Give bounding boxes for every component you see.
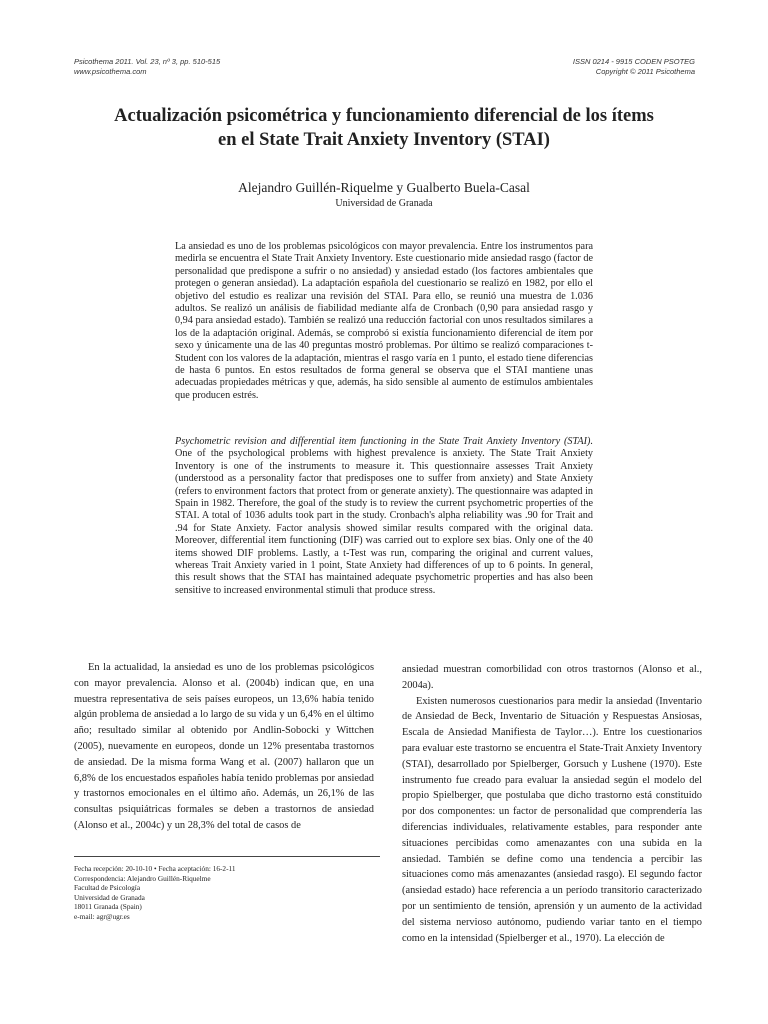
body-column-right bbox=[402, 662, 702, 946]
footnote-dates: Fecha recepción: 20-10-10 • Fecha aceptación: 16-2-11 bbox=[74, 864, 236, 873]
article-title-line1: Actualización psicométrica y funcionamiento diferencial de los ítems bbox=[114, 106, 654, 126]
footnote-divider bbox=[74, 856, 380, 857]
journal-header-right bbox=[573, 57, 695, 76]
correspondence-footnote bbox=[74, 864, 380, 922]
body-column-left bbox=[74, 660, 374, 834]
body-paragraph-continued: ansiedad muestran comorbilidad con otros trastornos (Alonso et al., 2004a). bbox=[402, 664, 702, 691]
article-title-line2: en el State Trait Anxiety Inventory (STAI) bbox=[218, 130, 550, 150]
body-paragraph: En la actualidad, la ansiedad es uno de los problemas psicológicos con mayor prevalencia. Alonso et al. (2004b) indican que, en una muestra representativa de seis países europeos, un 13,6% había tenido algún problema de ansiedad a lo largo de su vida y un 6,4% en el último año; resultado similar al obtenido por Andlin-Sobocki y Wittchen (2005), nuevamente en europeos, donde un 12% presentaba trastornos de ansiedad. De la misma forma Wang et al. (2007) hallaron que un 6,8% de los encuestados españoles había tenido problemas por ansiedad y trastornos emocionales en el último año. Además, un 26,1% de las consultas psiquiátricas formales se deben a trastornos de ansiedad (Alonso et al., 2004c) y un 28,3% del total de casos de bbox=[74, 662, 374, 831]
footnote-faculty: Facultad de Psicología bbox=[74, 883, 141, 893]
abstract-english-body: One of the psychological problems with highest prevalence is anxiety. The State Trait Anxiety Inventory is one of the instruments to measure it. This questionnaire assesses Trait Anxiety (understood as a personality factor that predisposes one to suffer from anxiety) and State Anxiety (refers to environment factors that protect from or generate anxiety). The questionnaire was adapted in Spain in 1982. Therefore, the goal of the study is to review the current psychometric properties of the STAI. A total of 1036 adults took part in the study. Cronbach's alpha reliability was .90 for Trait and .94 for State Anxiety. Factor analysis showed similar results compared with the original data. Moreover, differential item functioning (DIF) was carried out to explore sex bias. Only one of the 40 items showed DIF problems. Lastly, a t-Test was run, comparing the original and current values, whereas Trait Anxiety varied in 1 point, State Anxiety had differences of up to 6 points. In general, this result shows that the STAI has maintained adequate psychometric properties and has also been sensitive to increased environmental stimuli that produce stress. bbox=[175, 448, 593, 596]
abstract-spanish: La ansiedad es uno de los problemas psicológicos con mayor prevalencia. Entre los instrumentos para medirla se encuentra el State Trait Anxiety Inventory. Este cuestionario mide ansiedad rasgo (factor de personalidad que predispone a sufrir o no ansiedad) y ansiedad estado (los factores ambientales que protegen o generan ansiedad). La adaptación española del cuestionario se realizó en 1982, por ello el objetivo del estudio es realizar una revisión del STAI. Para ello, se reunió una muestra de 1.036 adultos. Se realizó un análisis de fiabilidad mediante alfa de Cronbach (0,90 para ansiedad rasgo y 0,94 para ansiedad estado). También se realizó una reducción factorial con unos resultados similares a los de la adaptación original. Además, se comprobó si existía funcionamiento diferencial de ítem por sexo y únicamente una de las 40 preguntas mostró problemas. Por último se realizó comparaciones t-Student con los valores de la adaptación, mientras el rasgo varía en 1 punto, el estado tiene diferencias de hasta 6 puntos. En estos resultados de forma general se observa que el STAI mantiene unas adecuadas propiedades métricas y que, además, ha sido sensible al aumento de estímulos ambientales que producen estrés. bbox=[175, 241, 593, 401]
abstract-english-title: Psychometric revision and differential item functioning in the State Trait Anxiety Inventory (STAI). bbox=[175, 436, 593, 447]
journal-website: www.psicothema.com bbox=[74, 66, 147, 76]
article-affiliation: Universidad de Granada bbox=[335, 198, 433, 209]
journal-issn: ISSN 0214 - 9915 CODEN PSOTEG bbox=[572, 57, 695, 66]
footnote-email: e-mail: agr@ugr.es bbox=[74, 911, 130, 921]
journal-header-left bbox=[74, 57, 220, 76]
journal-citation: Psicothema 2011. Vol. 23, nº 3, pp. 510-515 bbox=[74, 57, 221, 66]
footnote-address: 18011 Granada (Spain) bbox=[74, 902, 142, 912]
article-authors: Alejandro Guillén-Riquelme y Gualberto Buela-Casal bbox=[238, 180, 530, 195]
footnote-correspondence: Correspondencia: Alejandro Guillén-Riquelme bbox=[74, 873, 211, 883]
abstract-english bbox=[175, 436, 593, 597]
body-paragraph: Existen numerosos cuestionarios para medir la ansiedad (Inventario de Ansiedad de Beck, Inventario de Situación y Respuestas Ansiosas, Escala de Ansiedad Manifiesta de Taylor…). Entre los cuestionarios para evaluar este trastorno se encuentra el State-Trait Anxiety Inventory (STAI), desarrollado por Spielberger, Gorsuch y Lushene (1970). Este instrumento fue creado para evaluar la ansiedad según el modelo del propio Spielberger, que postulaba que dicho trastorno está constituido por dos componentes: un factor de personalidad que comprendería las diferencias individuales, relativamente estables, para responder ante situaciones percibidas como amenazantes con una subida en la ansiedad. También se define como una tendencia a percibir las situaciones como más amenazantes (ansiedad rasgo). El segundo factor (ansiedad estado) hace referencia a un período transitorio caracterizado por un sentimiento de tensión, aprensión y un aumento de la actividad del sistema nervioso autónomo, pudiendo variar tanto en el tiempo como en la intensidad (Spielberger et al., 1970). La elección de bbox=[402, 695, 702, 944]
article-title bbox=[60, 104, 708, 152]
journal-copyright: Copyright © 2011 Psicothema bbox=[595, 66, 695, 76]
footnote-university: Universidad de Granada bbox=[74, 892, 145, 902]
